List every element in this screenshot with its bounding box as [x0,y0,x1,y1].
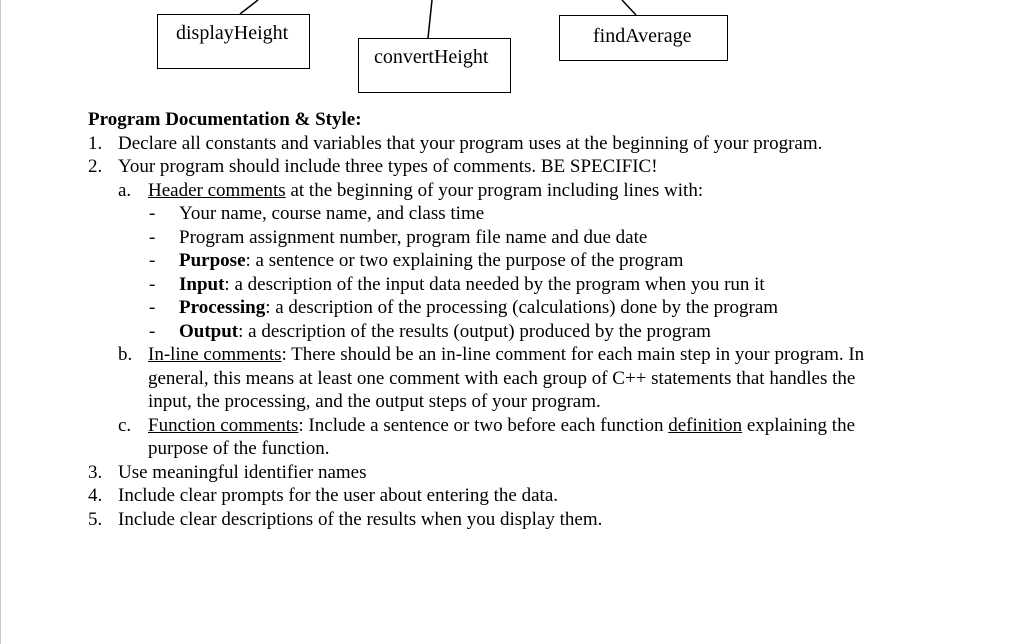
list-item-5 [88,508,988,532]
list-text: : Include a sentence or two before each function [298,414,669,436]
list-number: 4. [88,485,103,506]
list-item-2b-continued [88,367,988,391]
bullet-text: : a sentence or two explaining the purpose of the program [245,250,684,271]
connector-line-find [622,0,636,15]
list-text: Use meaningful identifier names [118,461,367,483]
bullet-item [88,296,988,320]
list-item-2a [88,179,988,203]
underlined-term: Function comments [148,414,299,436]
list-item-2c-continued [88,437,988,461]
connector-line-display [240,0,258,14]
list-item-3 [88,461,988,485]
structure-chart-fragment [0,0,1034,100]
underlined-word: definition [668,414,743,436]
list-number: 5. [88,508,103,530]
connector-lines [0,0,1034,100]
list-item-2c [88,414,988,438]
list-number: 1. [88,132,103,154]
underlined-term: Header comments [148,179,286,201]
bullet-item [88,320,988,344]
bullet-term: Input [179,273,225,295]
list-item-2b-continued [88,390,988,414]
bullet-item [88,273,988,297]
list-text: general, this means at least one comment with each group of C++ statements that handles the [148,367,856,389]
connector-line-convert [428,0,432,38]
bullet-dash: - [149,297,156,318]
list-letter: b. [118,344,133,365]
bullet-text: : a description of the processing (calculations) done by the program [265,297,779,318]
module-box-display-height [157,14,310,69]
module-label-convert-height: convertHeight [374,46,489,68]
bullet-term: Purpose [179,250,246,271]
list-text: at the beginning of your program including lines with: [285,179,704,201]
module-box-find-average [559,15,728,61]
underlined-term: In-line comments [148,344,282,365]
bullet-dash: - [149,226,156,248]
list-item-4 [88,484,988,508]
documentation-section [88,108,988,531]
list-text: input, the processing, and the output steps of your program. [148,391,601,412]
bullet-term: Output [179,320,239,342]
list-letter: a. [118,179,132,201]
bullet-item [88,249,988,273]
bullet-item [88,202,988,226]
bullet-dash: - [149,320,156,342]
list-text: Include clear descriptions of the results when you display them. [118,508,603,530]
list-item-2b [88,343,988,367]
module-box-convert-height [358,38,511,93]
list-item-1 [88,132,988,156]
list-text: Include clear prompts for the user about entering the data. [118,485,558,506]
bullet-text: : a description of the results (output) produced by the program [238,320,711,342]
section-heading: Program Documentation & Style: [88,109,362,130]
bullet-dash: - [149,250,156,271]
list-number: 2. [88,156,103,177]
bullet-dash: - [149,273,156,295]
bullet-text: : a description of the input data needed by the program when you run it [224,273,765,295]
bullet-text: Program assignment number, program file name and due date [179,226,648,248]
list-text: explaining the [742,414,856,436]
module-label-display-height: displayHeight [176,22,289,44]
list-letter: c. [118,414,132,436]
bullet-dash: - [149,203,156,224]
list-text: purpose of the function. [148,438,330,459]
bullet-item [88,226,988,250]
list-item-2 [88,155,988,179]
module-label-find-average: findAverage [593,25,692,47]
bullet-term: Processing [179,297,266,318]
bullet-text: Your name, course name, and class time [179,203,485,224]
list-number: 3. [88,461,103,483]
list-text: Declare all constants and variables that your program uses at the beginning of your program. [118,132,823,154]
list-text: Your program should include three types of comments. BE SPECIFIC! [118,156,658,177]
list-text: : There should be an in-line comment for each main step in your program. In [281,344,865,365]
